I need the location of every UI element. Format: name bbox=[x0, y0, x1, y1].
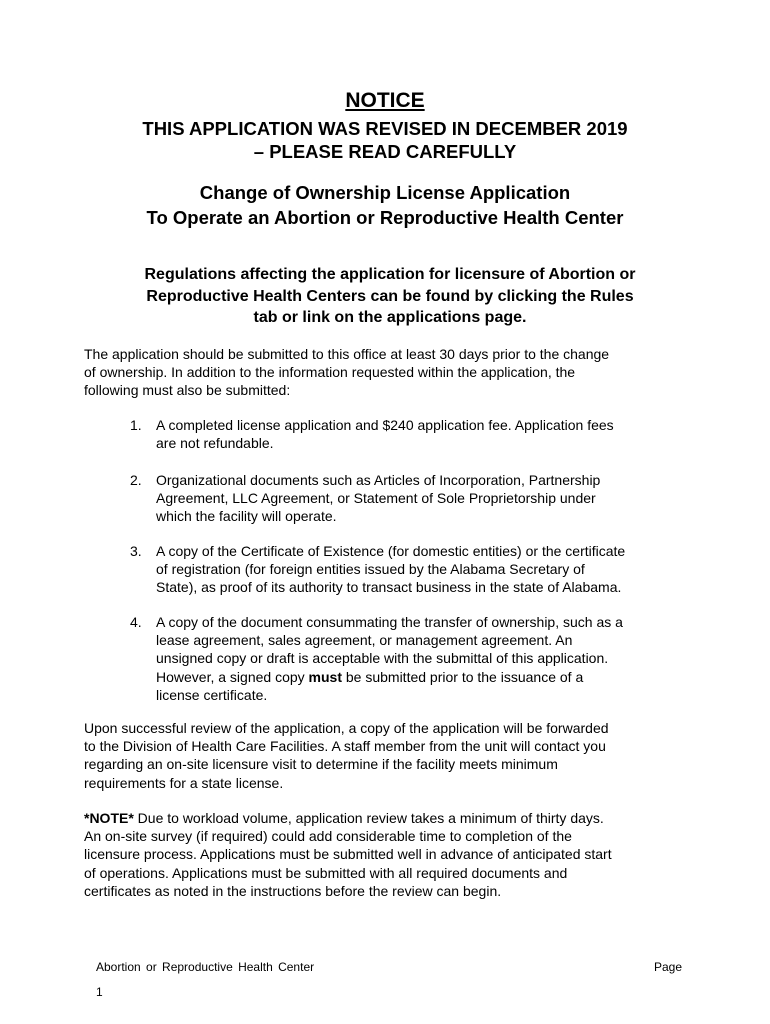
intro-paragraph bbox=[84, 345, 696, 400]
review-line-2: to the Division of Health Care Facilities. A staff member from the unit will contact you bbox=[84, 738, 606, 755]
requirement-text: be submitted prior to the issuance of a bbox=[341, 668, 584, 685]
note-paragraph bbox=[84, 809, 696, 900]
requirement-line: State), as proof of its authority to transact business in the state of Alabama. bbox=[156, 579, 622, 596]
requirement-line: license certificate. bbox=[156, 686, 268, 703]
review-line-3: regarding an on-site licensure visit to determine if the facility meets minimum bbox=[84, 756, 558, 773]
note-line-5: certificates as noted in the instructions before the review can begin. bbox=[84, 882, 502, 899]
application-title-line-2: To Operate an Abortion or Reproductive Health Center bbox=[146, 207, 624, 228]
regulations-line-3: tab or link on the applications page. bbox=[253, 309, 527, 326]
requirement-line: are not refundable. bbox=[156, 435, 274, 452]
application-title-line-1: Change of Ownership License Application bbox=[199, 182, 571, 203]
revision-notice-line-1: THIS APPLICATION WAS REVISED IN DECEMBER 2019 bbox=[142, 118, 628, 139]
regulations-line-1: Regulations affecting the application for licensure of Abortion or bbox=[144, 266, 636, 283]
regulations-line-2: Reproductive Health Centers can be found by clicking the Rules bbox=[146, 288, 634, 305]
review-paragraph bbox=[84, 719, 696, 792]
note-line-2: An on-site survey (if required) could add considerable time to completion of the bbox=[84, 828, 572, 845]
requirement-line: A copy of the document consummating the transfer of ownership, such as a bbox=[156, 614, 623, 630]
footer-page-number: 1 bbox=[96, 985, 103, 999]
intro-line-2: of ownership. In addition to the information requested within the application, the bbox=[84, 364, 576, 381]
requirement-line: A completed license application and $240 application fee. Application fees bbox=[156, 417, 614, 433]
notice-heading: NOTICE bbox=[345, 89, 425, 112]
intro-line-1: The application should be submitted to this office at least 30 days prior to the change bbox=[84, 346, 610, 362]
requirement-line: unsigned copy or draft is acceptable with the submittal of this application. bbox=[156, 650, 609, 667]
review-line-1: Upon successful review of the application, a copy of the application will be forwarded bbox=[84, 720, 609, 736]
note-line-3: licensure process. Applications must be submitted well in advance of anticipated start bbox=[84, 846, 612, 863]
note-label: *NOTE* bbox=[84, 810, 134, 826]
requirement-number: 2. bbox=[130, 472, 142, 488]
review-line-4: requirements for a state license. bbox=[84, 774, 284, 791]
note-line-4: of operations. Applications must be submitted with all required documents and bbox=[84, 864, 568, 881]
footer-page-label: Page bbox=[654, 960, 683, 974]
requirement-line-with-emphasis bbox=[156, 668, 700, 686]
intro-line-3: following must also be submitted: bbox=[84, 382, 291, 399]
requirement-line: of registration (for foreign entities issued by the Alabama Secretary of bbox=[156, 561, 585, 578]
requirement-line: Organizational documents such as Articles of Incorporation, Partnership bbox=[156, 472, 601, 488]
requirement-line: lease agreement, sales agreement, or management agreement. An bbox=[156, 632, 573, 649]
revision-notice-line-2: – PLEASE READ CAREFULLY bbox=[253, 141, 517, 162]
requirement-number: 3. bbox=[130, 543, 142, 559]
requirement-line: A copy of the Certificate of Existence (for domestic entities) or the certificate bbox=[156, 543, 626, 559]
requirement-line: Agreement, LLC Agreement, or Statement of Sole Proprietorship under bbox=[156, 490, 596, 507]
requirement-number: 4. bbox=[130, 614, 142, 630]
note-line-1 bbox=[84, 809, 696, 827]
requirement-text: However, a signed copy bbox=[156, 668, 309, 685]
requirement-number: 1. bbox=[130, 417, 142, 433]
note-text: Due to workload volume, application review takes a minimum of thirty days. bbox=[133, 810, 604, 826]
emphasis-must: must bbox=[308, 668, 342, 685]
footer-document-title: Abortion or Reproductive Health Center bbox=[96, 960, 315, 974]
requirement-line: which the facility will operate. bbox=[156, 508, 337, 525]
